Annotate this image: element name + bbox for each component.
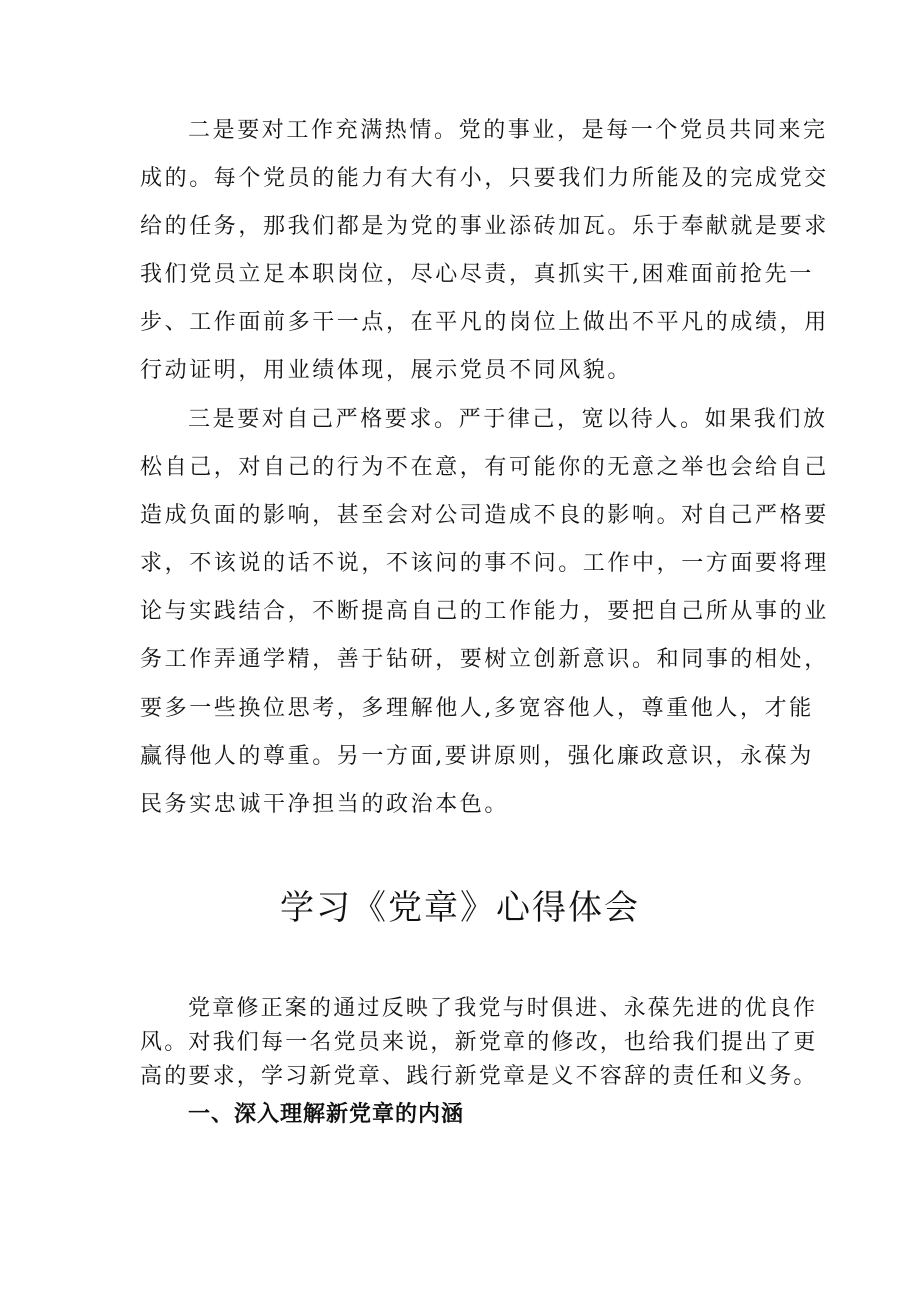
paragraph-2-line-4: 我们党员立足本职岗位，尽心尽责，真抓实干,困难面前抢先一: [140, 262, 814, 287]
paragraph-2-line-5: 步、工作面前多干一点，在平凡的岗位上做出不平凡的成绩，用: [140, 310, 829, 335]
paragraph-3-line-1: 三是要对自己严格要求。严于律己，宽以待人。如果我们放: [188, 407, 828, 432]
paragraph-2-line-6: 行动证明，用业绩体现，展示党员不同风貌。: [140, 358, 633, 383]
paragraph-3-line-2: 松自己，对自己的行为不在意，有可能你的无意之举也会给自己: [140, 455, 829, 480]
paragraph-2-line-3: 给的任务，那我们都是为党的事业添砖加瓦。乐于奉献就是要求: [140, 214, 829, 239]
paragraph-3-line-5: 论与实践结合，不断提高自己的工作能力，要把自己所从事的业: [140, 599, 829, 624]
paragraph-3-line-6: 务工作弄通学精，善于钻研，要树立创新意识。和同事的相处，: [140, 647, 829, 672]
paragraph-2-line-2: 成的。每个党员的能力有大有小，只要我们力所能及的完成党交: [140, 166, 829, 191]
document-title: 学习《党章》心得体会: [280, 888, 640, 928]
paragraph-3-line-3: 造成负面的影响，甚至会对公司造成不良的影响。对自己严格要: [140, 503, 829, 528]
paragraph-3-line-9: 民务实忠诚干净担当的政治本色。: [140, 792, 510, 817]
intro-line-1: 党章修正案的通过反映了我党与时俱进、永葆先进的优良作: [188, 996, 818, 1021]
paragraph-3-line-4: 求，不该说的话不说，不该问的事不问。工作中，一方面要将理: [140, 551, 829, 576]
paragraph-2-line-1: 二是要对工作充满热情。党的事业，是每一个党员共同来完: [188, 118, 828, 143]
paragraph-3-line-8: 赢得他人的尊重。另一方面,要讲原则，强化廉政意识，永葆为: [140, 744, 814, 769]
paragraph-3-line-7: 要多一些换位思考，多理解他人,多宽容他人，尊重他人，才能: [140, 696, 814, 721]
intro-line-3: 高的要求，学习新党章、践行新党章是义不容辞的责任和义务。: [140, 1064, 818, 1089]
intro-line-2: 风。对我们每一名党员来说，新党章的修改，也给我们提出了更: [140, 1030, 818, 1055]
section-heading: 一、深入理解新党章的内涵: [188, 1102, 465, 1127]
